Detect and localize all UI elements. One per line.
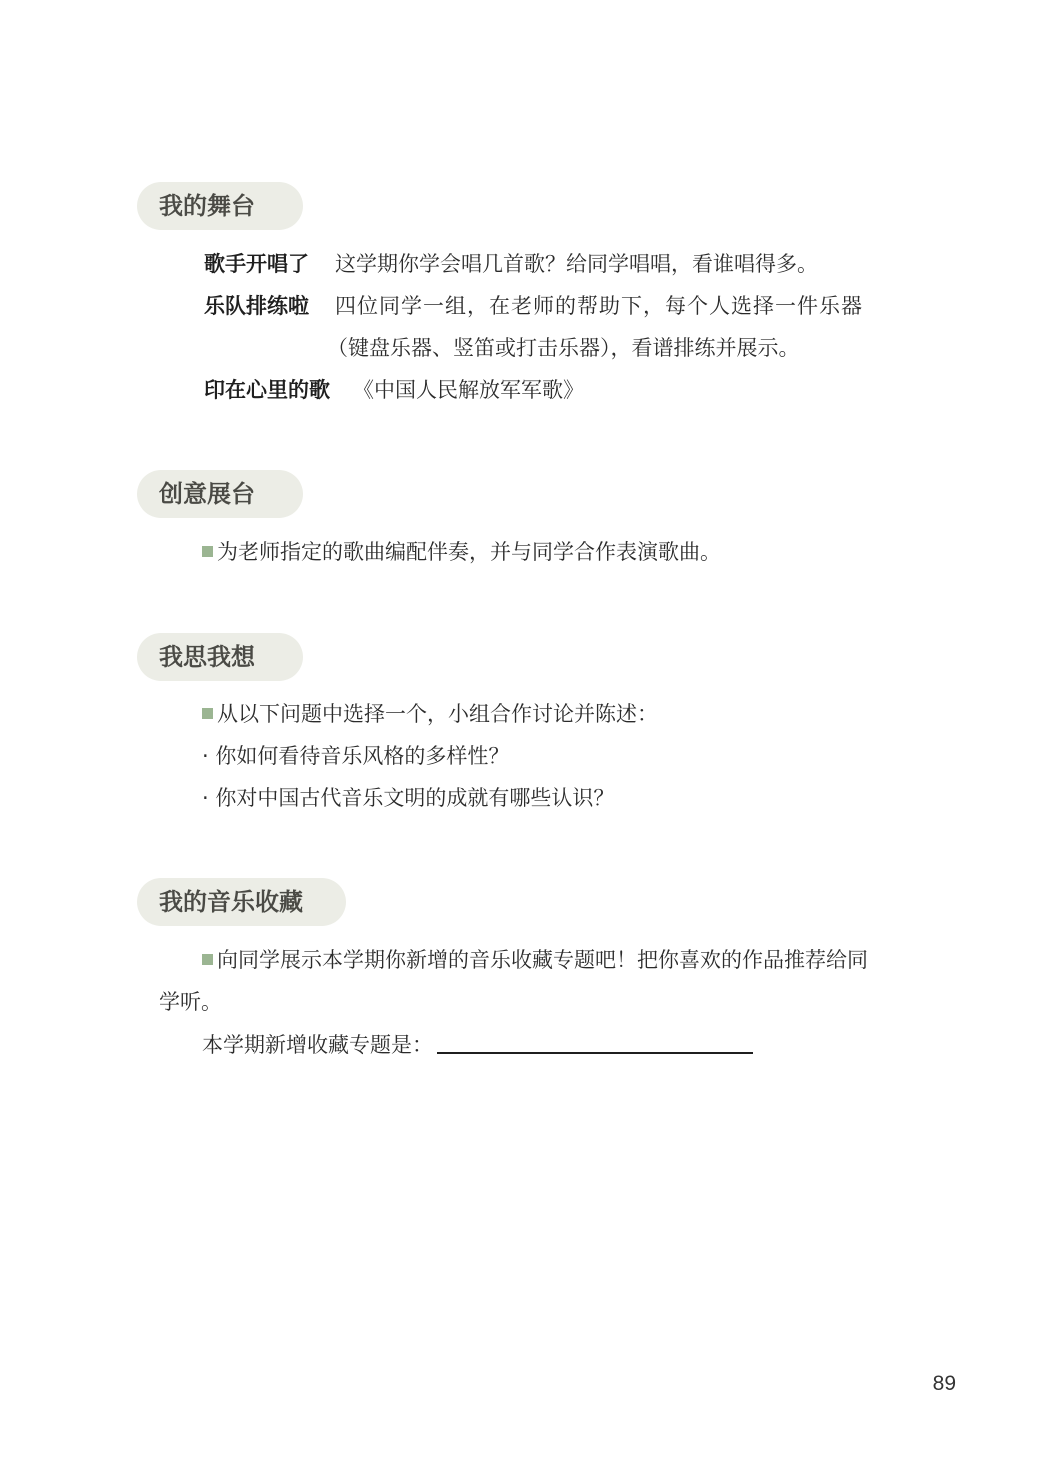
section-title-creative: 创意展台: [137, 470, 303, 518]
item-text-singer: 这学期你学会唱几首歌？给同学唱唱，看谁唱得多。: [335, 252, 818, 276]
collection-text-line1: [202, 945, 868, 975]
section-title-thinking: 我思我想: [137, 633, 303, 681]
bullet-square-icon: [202, 708, 213, 719]
bullet-square-icon: [202, 546, 213, 557]
publisher-logo-top: [378, 4, 668, 50]
fill-in-blank-line[interactable]: [437, 1052, 753, 1054]
collection-text-line1-content: 向同学展示本学期你新增的音乐收藏专题吧！把你喜欢的作品推荐给同: [217, 948, 868, 972]
publisher-logo-bottom: [378, 1422, 668, 1468]
creative-text: [202, 537, 721, 567]
item-text-song: 《中国人民解放军军歌》: [353, 378, 584, 402]
collection-fill-label: 本学期新增收藏专题是：: [202, 1033, 433, 1057]
item-label-singer: 歌手开唱了: [204, 252, 309, 276]
collection-text-line2: 学听。: [159, 990, 222, 1014]
section-title-my-stage: 我的舞台: [137, 182, 303, 230]
page-number: 89: [932, 1372, 956, 1395]
item-text-band-cont: （键盘乐器、竖笛或打击乐器），看谱排练并展示。: [327, 336, 800, 360]
item-label-song: 印在心里的歌: [204, 378, 330, 402]
section-title-collection: 我的音乐收藏: [137, 878, 346, 926]
thinking-question-2: · 你对中国古代音乐文明的成就有哪些认识？: [202, 786, 615, 810]
thinking-intro: [202, 699, 658, 729]
thinking-question-1: · 你如何看待音乐风格的多样性？: [202, 744, 510, 768]
item-text-band: 四位同学一组，在老师的帮助下，每个人选择一件乐器: [335, 294, 863, 318]
thinking-intro-content: 从以下问题中选择一个，小组合作讨论并陈述：: [217, 702, 658, 726]
item-label-band: 乐队排练啦: [204, 294, 309, 318]
bullet-square-icon: [202, 954, 213, 965]
creative-text-content: 为老师指定的歌曲编配伴奏，并与同学合作表演歌曲。: [217, 540, 721, 564]
